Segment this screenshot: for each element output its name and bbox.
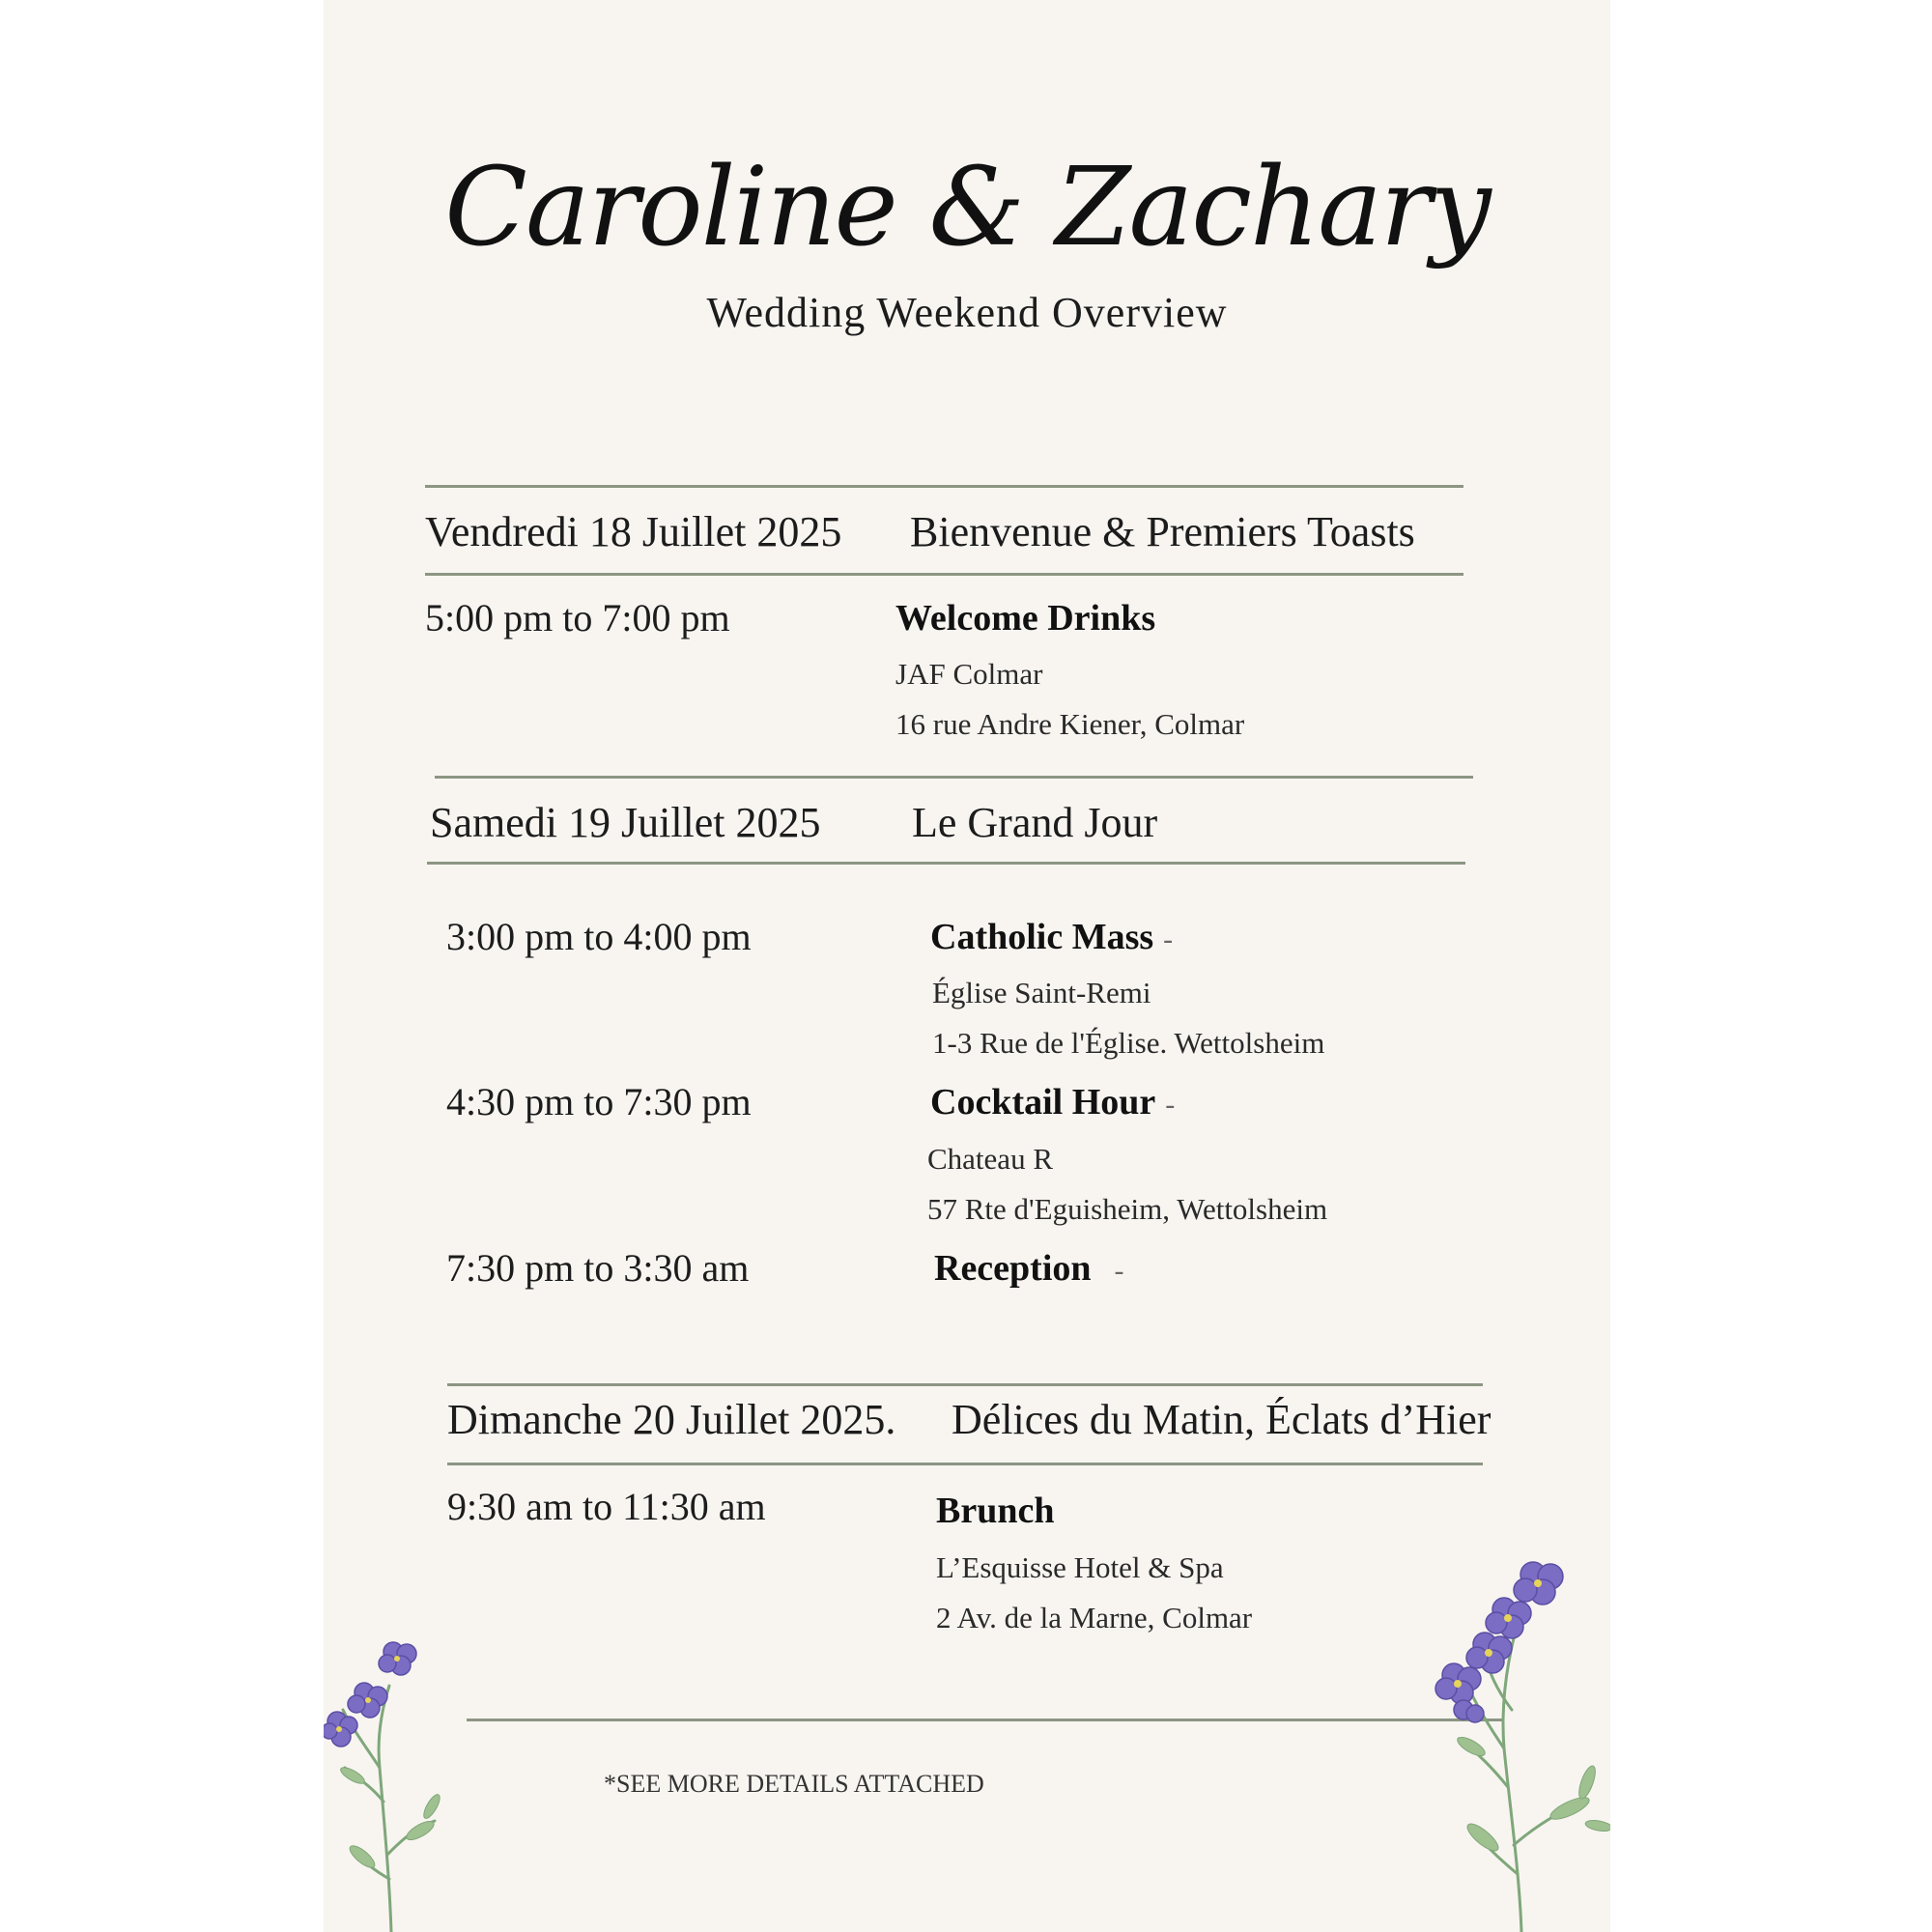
day-date: Vendredi 18 Juillet 2025: [425, 508, 842, 555]
event-name: [934, 1247, 1124, 1290]
couple-names: Caroline & Zachary: [444, 145, 1490, 270]
event-name: [930, 916, 1173, 958]
divider-line: [467, 1719, 1502, 1721]
event-address: 1-3 Rue de l'Église. Wettolsheim: [932, 1026, 1325, 1060]
event-name-text: Welcome Drinks: [895, 598, 1156, 639]
event-address: 16 rue Andre Kiener, Colmar: [895, 707, 1245, 741]
event-name: [930, 1081, 1175, 1123]
event-venue: Église Saint-Remi: [932, 976, 1151, 1009]
day-theme: Délices du Matin, Éclats d’Hier: [952, 1396, 1492, 1443]
divider-line: [425, 485, 1463, 488]
event-name: [936, 1490, 1054, 1532]
page-subtitle: Wedding Weekend Overview: [706, 289, 1228, 336]
day-theme: Bienvenue & Premiers Toasts: [910, 508, 1415, 555]
divider-line: [447, 1383, 1483, 1386]
event-time: 3:00 pm to 4:00 pm: [446, 915, 752, 958]
overview-card: [324, 0, 1610, 1932]
event-name-text: Catholic Mass: [930, 917, 1154, 957]
divider-line: [435, 776, 1473, 779]
event-time: 4:30 pm to 7:30 pm: [446, 1080, 752, 1123]
event-name-text: Reception: [934, 1248, 1092, 1289]
event-address: 2 Av. de la Marne, Colmar: [936, 1601, 1253, 1634]
divider-line: [425, 573, 1463, 576]
event-name-text: Cocktail Hour: [930, 1082, 1156, 1122]
day-date: Dimanche 20 Juillet 2025.: [447, 1396, 896, 1443]
event-venue: L’Esquisse Hotel & Spa: [936, 1550, 1224, 1584]
divider-line: [427, 862, 1465, 865]
violet-wildflower-icon: [1415, 1555, 1610, 1932]
event-dash: -: [1163, 923, 1174, 955]
footnote: *SEE MORE DETAILS ATTACHED: [604, 1770, 984, 1798]
event-dash: -: [1165, 1089, 1176, 1121]
day-theme: Le Grand Jour: [912, 799, 1158, 846]
event-venue: Chateau R: [927, 1142, 1053, 1176]
violet-wildflower-icon: [324, 1633, 488, 1932]
day-date: Samedi 19 Juillet 2025: [430, 799, 821, 846]
event-dash: -: [1114, 1255, 1124, 1287]
event-time: 9:30 am to 11:30 am: [447, 1485, 766, 1528]
event-time: 7:30 pm to 3:30 am: [446, 1246, 750, 1290]
event-name-text: Brunch: [936, 1491, 1055, 1531]
event-venue: JAF Colmar: [895, 657, 1043, 691]
divider-line: [447, 1463, 1483, 1465]
event-name: [895, 597, 1155, 639]
event-address: 57 Rte d'Eguisheim, Wettolsheim: [927, 1192, 1328, 1226]
event-time: 5:00 pm to 7:00 pm: [425, 596, 730, 639]
